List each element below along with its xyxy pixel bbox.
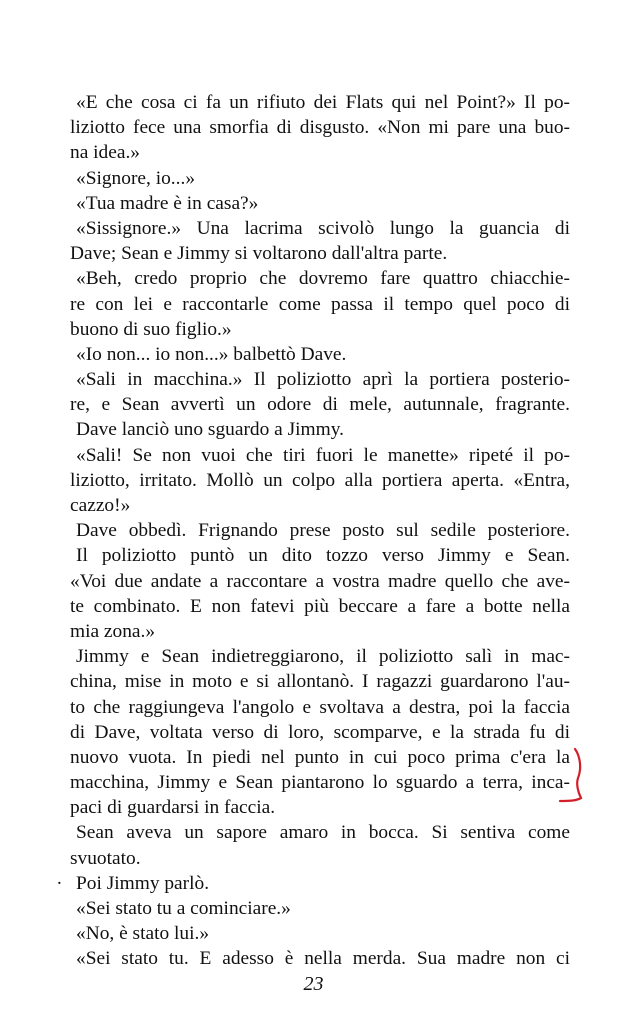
text-line: Poi Jimmy parlò. xyxy=(76,872,210,894)
text-line: «Voi due andate a raccontare a vostra madre quello che ave- xyxy=(70,570,570,592)
text-line: «Sei stato tu a cominciare.» xyxy=(76,898,291,919)
text-line: «Sissignore.» Una lacrima scivolò lungo la guancia di xyxy=(76,217,570,239)
text-line: svuotato. xyxy=(70,847,141,869)
text-line: mia zona.» xyxy=(70,620,156,642)
text-line: paci di guardarsi in faccia. xyxy=(70,797,276,819)
text-line: re con lei e raccontarle come passa il tempo quel poco di xyxy=(70,293,570,315)
text-line: Jimmy e Sean indietreggiarono, il poliziotto salì in mac- xyxy=(76,646,570,668)
text-line: buono di suo figlio.» xyxy=(70,318,232,340)
text-line: re, e Sean avvertì un odore di mele, autunnale, fragrante. xyxy=(70,394,570,416)
text-line: macchina, Jimmy e Sean piantarono lo sguardo a terra, inca- xyxy=(70,772,570,794)
text-line: Dave lanciò uno sguardo a Jimmy. xyxy=(76,419,344,441)
margin-dot: . xyxy=(57,868,62,889)
text-line: «Tua madre è in casa?» xyxy=(76,192,259,214)
text-line: Sean aveva un sapore amaro in bocca. Si sentiva come xyxy=(76,822,570,844)
text-line: «Io non... io non...» balbettò Dave. xyxy=(76,343,347,365)
page-number: 23 xyxy=(303,973,324,995)
text-line: Dave; Sean e Jimmy si voltarono dall'altra parte. xyxy=(70,243,448,265)
red-bracket-stroke xyxy=(560,749,581,801)
text-line: te combinato. E non fatevi più beccare a fare a botte nella xyxy=(70,595,570,617)
text-line: «Sali in macchina.» Il poliziotto aprì la portiera posterio- xyxy=(76,369,570,391)
text-line: liziotto, irritato. Mollò un colpo alla portiera aperta. «Entra, xyxy=(70,469,570,491)
text-line: china, mise in moto e si allontanò. I ragazzi guardarono l'au- xyxy=(70,671,570,693)
text-line: Il poliziotto puntò un dito tozzo verso Jimmy e Sean. xyxy=(76,545,570,567)
text-line: liziotto fece una smorfia di disgusto. «Non mi pare una buo- xyxy=(70,117,570,139)
text-line: to che raggiungeva l'angolo e svoltava a destra, poi la faccia xyxy=(70,696,570,718)
text-line: «Signore, io...» xyxy=(76,167,196,189)
red-bracket-annotation xyxy=(558,746,588,806)
text-line: «No, è stato lui.» xyxy=(76,923,210,945)
text-line: na idea.» xyxy=(70,142,140,164)
page-text xyxy=(70,90,570,972)
text-line: di Dave, voltata verso di loro, scomparve, e la strada fu di xyxy=(70,721,570,743)
text-line: «Beh, credo proprio che dovremo fare quattro chiacchie- xyxy=(76,268,570,290)
text-line: Dave obbedì. Frignando prese posto sul sedile posteriore. xyxy=(76,520,570,542)
text-line: nuovo vuota. In piedi nel punto in cui poco prima c'era la xyxy=(70,746,570,768)
text-line: cazzo!» xyxy=(70,495,131,516)
text-line: «Sali! Se non vuoi che tiri fuori le manette» ripeté il po- xyxy=(76,444,570,466)
text-line: «E che cosa ci fa un rifiuto dei Flats qui nel Point?» Il po- xyxy=(76,92,570,113)
text-line: «Sei stato tu. E adesso è nella merda. Sua madre non ci xyxy=(76,948,570,970)
